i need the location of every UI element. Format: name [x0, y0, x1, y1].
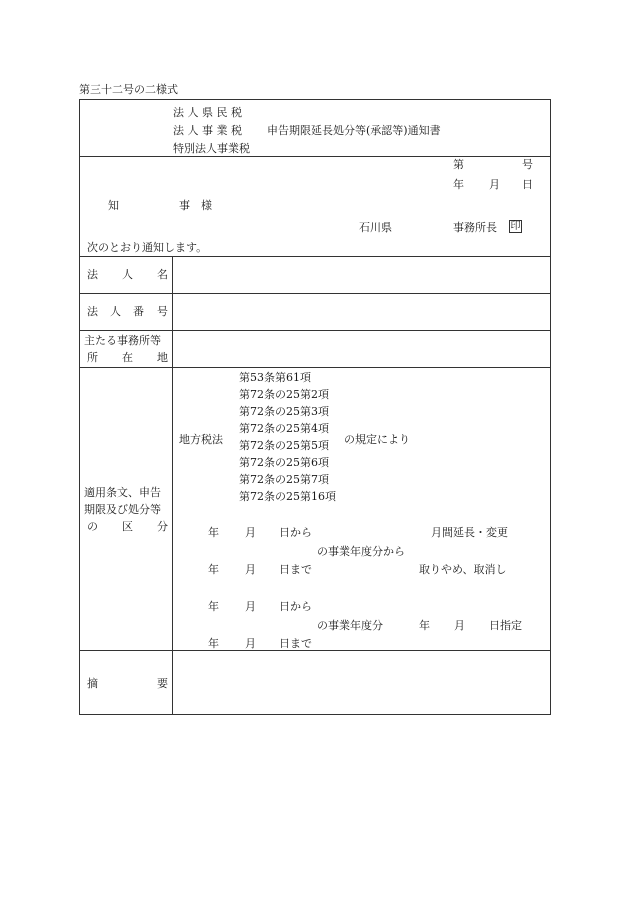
p2-month-end: 月 — [245, 637, 256, 650]
notice-statement: 次のとおり通知します。 — [87, 241, 208, 254]
addressee-chi: 知 — [108, 199, 119, 212]
label-corp-name-1: 法 — [87, 268, 98, 281]
p1-month: 月 — [245, 526, 256, 539]
article-item: 第72条の25第4項 — [239, 422, 329, 435]
label-section-2: 期限及び処分等 — [84, 503, 161, 516]
p1-until: 日まで — [279, 563, 312, 576]
article-item: 第72条の25第6項 — [239, 456, 329, 469]
extension-text: 月間延長・変更 — [431, 526, 508, 539]
p2-from: 日から — [279, 600, 312, 613]
p1-month-end: 月 — [245, 563, 256, 576]
article-item: 第72条の25第2項 — [239, 388, 329, 401]
p2-until: 日まで — [279, 637, 312, 650]
label-corp-number-1: 法 — [87, 305, 98, 318]
p2-month: 月 — [245, 600, 256, 613]
p1-from: 日から — [279, 526, 312, 539]
date-month: 月 — [489, 178, 500, 191]
number-go: 号 — [522, 158, 533, 171]
divider — [79, 256, 551, 257]
date-year: 年 — [453, 178, 464, 191]
number-dai: 第 — [453, 158, 464, 171]
date-day: 日 — [522, 178, 533, 191]
p2-year: 年 — [208, 600, 219, 613]
divider — [79, 650, 551, 651]
designated-day: 日指定 — [489, 619, 522, 632]
label-office-2c: 地 — [157, 351, 168, 364]
fy-from-text: の事業年度分から — [317, 545, 405, 558]
law-name: 地方税法 — [179, 433, 223, 446]
article-item: 第72条の25第3項 — [239, 405, 329, 418]
divider — [79, 330, 551, 331]
article-suffix: の規定により — [344, 433, 410, 446]
divider — [79, 293, 551, 294]
form-number: 第三十二号の二様式 — [79, 83, 178, 96]
label-section-3a: の — [87, 520, 98, 533]
label-office-2a: 所 — [87, 351, 98, 364]
label-office-1: 主たる事務所等 — [84, 334, 161, 347]
article-item: 第72条の25第7項 — [239, 473, 329, 486]
label-remarks-1: 摘 — [87, 677, 98, 690]
addressee-ji-sama: 事 様 — [179, 199, 212, 212]
column-divider — [172, 256, 173, 715]
label-section-3c: 分 — [157, 520, 168, 533]
label-section-3b: 区 — [122, 520, 133, 533]
seal-mark: 印 — [510, 221, 521, 232]
label-section-1: 適用条文、申告 — [84, 486, 161, 499]
label-corp-number-2: 人 — [110, 305, 121, 318]
cancel-text: 取りやめ、取消し — [419, 563, 507, 576]
designated-month: 月 — [454, 619, 465, 632]
article-item: 第53条第61項 — [239, 371, 311, 384]
label-corp-number-4: 号 — [157, 305, 168, 318]
label-remarks-2: 要 — [157, 677, 168, 690]
label-office-2b: 在 — [122, 351, 133, 364]
article-item: 第72条の25第5項 — [239, 439, 329, 452]
divider — [79, 367, 551, 368]
fy-of-text: の事業年度分 — [317, 619, 383, 632]
label-corp-name-3: 名 — [157, 268, 168, 281]
divider — [79, 156, 551, 157]
label-corp-name-2: 人 — [122, 268, 133, 281]
tax-type-2: 法 人 事 業 税 — [173, 124, 242, 137]
p2-year-end: 年 — [208, 637, 219, 650]
prefecture: 石川県 — [359, 221, 392, 234]
document-title: 申告期限延長処分等(承認等)通知書 — [267, 124, 441, 137]
office-head: 事務所長 — [453, 221, 497, 234]
article-item: 第72条の25第16項 — [239, 490, 336, 503]
tax-type-3: 特別法人事業税 — [173, 142, 250, 155]
label-corp-number-3: 番 — [133, 305, 144, 318]
p1-year-end: 年 — [208, 563, 219, 576]
p1-year: 年 — [208, 526, 219, 539]
designated-year: 年 — [419, 619, 430, 632]
tax-type-1: 法 人 県 民 税 — [173, 106, 242, 119]
